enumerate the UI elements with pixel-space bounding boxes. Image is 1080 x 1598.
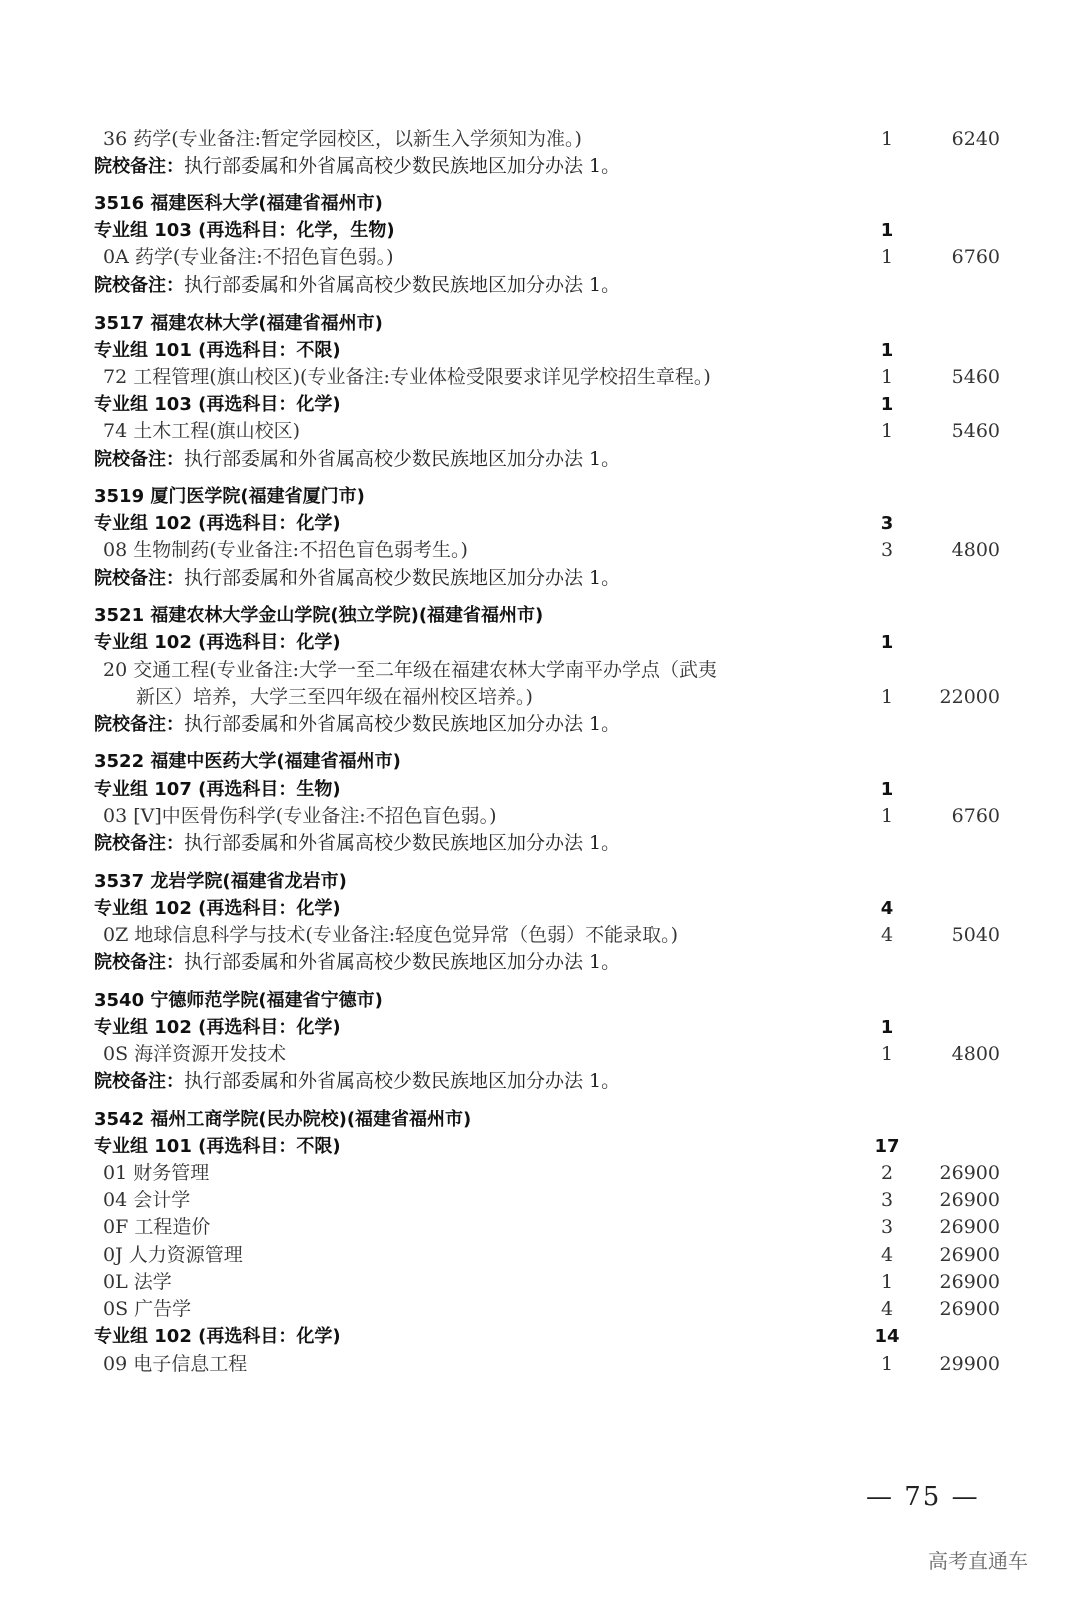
group-count: 1 xyxy=(880,340,894,361)
major-row xyxy=(0,1242,1080,1269)
group-title: 专业组 103 (再选科目：化学) xyxy=(94,394,341,415)
major-fee: 5460 xyxy=(951,420,1000,442)
major-row xyxy=(0,418,1080,445)
major-group-row xyxy=(0,1323,1080,1350)
group-title: 专业组 107 (再选科目：生物) xyxy=(94,779,341,800)
major-row xyxy=(0,126,1080,153)
group-count: 14 xyxy=(874,1326,900,1347)
group-count: 17 xyxy=(874,1136,900,1157)
major-name: 工程造价 xyxy=(134,1216,211,1238)
group-count: 1 xyxy=(880,394,894,415)
school-title: 3516 福建医科大学(福建省福州市) xyxy=(94,193,383,214)
major-name: 人力资源管理 xyxy=(128,1244,243,1266)
major-row xyxy=(0,803,1080,830)
major-code: 03 xyxy=(103,805,128,827)
major-fee: 6240 xyxy=(951,128,1000,150)
major-count: 3 xyxy=(880,1189,894,1211)
major-code: 09 xyxy=(103,1353,128,1375)
group-title: 专业组 102 (再选科目：化学) xyxy=(94,632,341,653)
remark-label: 院校备注： xyxy=(94,714,184,735)
school-header xyxy=(0,190,1080,217)
remark-label: 院校备注： xyxy=(94,833,184,854)
major-row xyxy=(0,922,1080,949)
remark-body: 执行部委属和外省属高校少数民族地区加分办法 1。 xyxy=(184,274,621,296)
school-title: 3522 福建中医药大学(福建省福州市) xyxy=(94,751,401,772)
school-title: 3540 宁德师范学院(福建省宁德市) xyxy=(94,990,383,1011)
remark-body: 执行部委属和外省属高校少数民族地区加分办法 1。 xyxy=(184,448,621,470)
major-name: 海洋资源开发技术 xyxy=(134,1043,287,1065)
major-name: 交通工程(专业备注:大学一至二年级在福建农林大学南平办学点（武夷 xyxy=(133,659,718,681)
group-title: 专业组 102 (再选科目：化学) xyxy=(94,898,341,919)
major-code: 01 xyxy=(103,1162,128,1184)
school-remark xyxy=(0,446,1080,473)
major-fee: 4800 xyxy=(951,539,1000,561)
major-group-row xyxy=(0,895,1080,922)
major-row xyxy=(0,1296,1080,1323)
major-code: 74 xyxy=(103,420,128,442)
major-row xyxy=(0,1160,1080,1187)
school-header xyxy=(0,602,1080,629)
page-number: — 75 — xyxy=(866,1482,980,1512)
major-fee: 26900 xyxy=(939,1244,1000,1266)
major-name: 药学(专业备注:暂定学园校区，以新生入学须知为准。) xyxy=(133,128,582,150)
remark-body: 执行部委属和外省属高校少数民族地区加分办法 1。 xyxy=(184,713,621,735)
school-remark xyxy=(0,949,1080,976)
major-fee: 22000 xyxy=(939,686,1000,708)
major-code: 04 xyxy=(103,1189,128,1211)
remark-label: 院校备注： xyxy=(94,275,184,296)
major-name: 生物制药(专业备注:不招色盲色弱考生。) xyxy=(133,539,468,561)
major-fee: 29900 xyxy=(939,1353,1000,1375)
school-remark xyxy=(0,711,1080,738)
group-count: 1 xyxy=(880,779,894,800)
major-group-row xyxy=(0,217,1080,244)
school-remark xyxy=(0,830,1080,857)
remark-body: 执行部委属和外省属高校少数民族地区加分办法 1。 xyxy=(184,567,621,589)
remark-label: 院校备注： xyxy=(94,449,184,470)
major-code: 0S xyxy=(103,1298,129,1320)
school-header xyxy=(0,868,1080,895)
major-count: 3 xyxy=(880,539,894,561)
major-count: 1 xyxy=(880,1271,894,1293)
major-fee: 26900 xyxy=(939,1162,1000,1184)
major-count: 1 xyxy=(880,246,894,268)
major-code: 0F xyxy=(103,1216,129,1238)
school-title: 3537 龙岩学院(福建省龙岩市) xyxy=(94,871,347,892)
school-remark xyxy=(0,1068,1080,1095)
major-row xyxy=(0,244,1080,271)
group-count: 1 xyxy=(880,1017,894,1038)
group-title: 专业组 103 (再选科目：化学，生物) xyxy=(94,220,395,241)
major-name: 财务管理 xyxy=(133,1162,210,1184)
remark-body: 执行部委属和外省属高校少数民族地区加分办法 1。 xyxy=(184,832,621,854)
major-name: 地球信息科学与技术(专业备注:轻度色觉异常（色弱）不能录取。) xyxy=(134,924,679,946)
major-count: 1 xyxy=(880,686,894,708)
major-group-row xyxy=(0,1014,1080,1041)
major-row xyxy=(0,364,1080,391)
school-remark xyxy=(0,153,1080,180)
remark-label: 院校备注： xyxy=(94,156,184,177)
major-count: 2 xyxy=(880,1162,894,1184)
school-title: 3519 厦门医学院(福建省厦门市) xyxy=(94,486,365,507)
group-title: 专业组 102 (再选科目：化学) xyxy=(94,1017,341,1038)
major-count: 4 xyxy=(880,924,894,946)
major-name: 会计学 xyxy=(133,1189,191,1211)
major-group-row xyxy=(0,391,1080,418)
major-code: 20 xyxy=(103,659,128,681)
major-group-row xyxy=(0,629,1080,656)
major-code: 0L xyxy=(103,1271,128,1293)
major-code: 08 xyxy=(103,539,128,561)
major-group-row xyxy=(0,776,1080,803)
major-count: 3 xyxy=(880,1216,894,1238)
major-code: 0J xyxy=(103,1244,123,1266)
major-name: [V]中医骨伤科学(专业备注:不招色盲色弱。) xyxy=(133,805,497,827)
major-count: 1 xyxy=(880,420,894,442)
major-code: 0A xyxy=(103,246,129,268)
major-name: 法学 xyxy=(133,1271,172,1293)
remark-label: 院校备注： xyxy=(94,952,184,973)
major-row xyxy=(0,684,1080,711)
school-header xyxy=(0,1106,1080,1133)
major-code: 72 xyxy=(103,366,128,388)
remark-label: 院校备注： xyxy=(94,568,184,589)
major-count: 1 xyxy=(880,1353,894,1375)
group-title: 专业组 101 (再选科目：不限) xyxy=(94,1136,341,1157)
major-row xyxy=(0,1269,1080,1296)
group-count: 3 xyxy=(880,513,894,534)
school-title: 3517 福建农林大学(福建省福州市) xyxy=(94,313,383,334)
major-fee: 26900 xyxy=(939,1298,1000,1320)
group-title: 专业组 102 (再选科目：化学) xyxy=(94,513,341,534)
remark-body: 执行部委属和外省属高校少数民族地区加分办法 1。 xyxy=(184,1070,621,1092)
major-name: 广告学 xyxy=(134,1298,192,1320)
major-code: 36 xyxy=(103,128,128,150)
school-remark xyxy=(0,565,1080,592)
school-header xyxy=(0,987,1080,1014)
major-count: 4 xyxy=(880,1298,894,1320)
remark-label: 院校备注： xyxy=(94,1071,184,1092)
major-fee: 4800 xyxy=(951,1043,1000,1065)
group-count: 4 xyxy=(880,898,894,919)
major-group-row xyxy=(0,1133,1080,1160)
major-row xyxy=(0,1351,1080,1378)
major-name: 土木工程(旗山校区) xyxy=(133,420,301,442)
major-count: 1 xyxy=(880,1043,894,1065)
school-remark xyxy=(0,272,1080,299)
school-title: 3521 福建农林大学金山学院(独立学院)(福建省福州市) xyxy=(94,605,544,626)
major-count: 1 xyxy=(880,366,894,388)
major-fee: 26900 xyxy=(939,1271,1000,1293)
major-count: 1 xyxy=(880,128,894,150)
school-header xyxy=(0,310,1080,337)
group-title: 专业组 101 (再选科目：不限) xyxy=(94,340,341,361)
school-header xyxy=(0,748,1080,775)
group-count: 1 xyxy=(880,220,894,241)
major-name: 工程管理(旗山校区)(专业备注:专业体检受限要求详见学校招生章程。) xyxy=(133,366,711,388)
major-fee: 5460 xyxy=(951,366,1000,388)
major-code: 0Z xyxy=(103,924,129,946)
major-row xyxy=(0,657,1080,684)
major-group-row xyxy=(0,337,1080,364)
major-fee: 5040 xyxy=(951,924,1000,946)
major-row xyxy=(0,1214,1080,1241)
major-row xyxy=(0,1041,1080,1068)
major-group-row xyxy=(0,510,1080,537)
school-title: 3542 福州工商学院(民办院校)(福建省福州市) xyxy=(94,1109,472,1130)
major-name: 新区）培养，大学三至四年级在福州校区培养。) xyxy=(136,686,533,708)
school-header xyxy=(0,483,1080,510)
major-count: 4 xyxy=(880,1244,894,1266)
major-fee: 26900 xyxy=(939,1189,1000,1211)
major-count: 1 xyxy=(880,805,894,827)
group-title: 专业组 102 (再选科目：化学) xyxy=(94,1326,341,1347)
watermark: 高考直通车 xyxy=(928,1549,1028,1573)
major-row xyxy=(0,537,1080,564)
remark-body: 执行部委属和外省属高校少数民族地区加分办法 1。 xyxy=(184,951,621,973)
major-fee: 6760 xyxy=(951,805,1000,827)
major-fee: 26900 xyxy=(939,1216,1000,1238)
group-count: 1 xyxy=(880,632,894,653)
major-fee: 6760 xyxy=(951,246,1000,268)
major-name: 电子信息工程 xyxy=(133,1353,248,1375)
major-name: 药学(专业备注:不招色盲色弱。) xyxy=(134,246,394,268)
major-row xyxy=(0,1187,1080,1214)
major-code: 0S xyxy=(103,1043,129,1065)
remark-body: 执行部委属和外省属高校少数民族地区加分办法 1。 xyxy=(184,155,621,177)
